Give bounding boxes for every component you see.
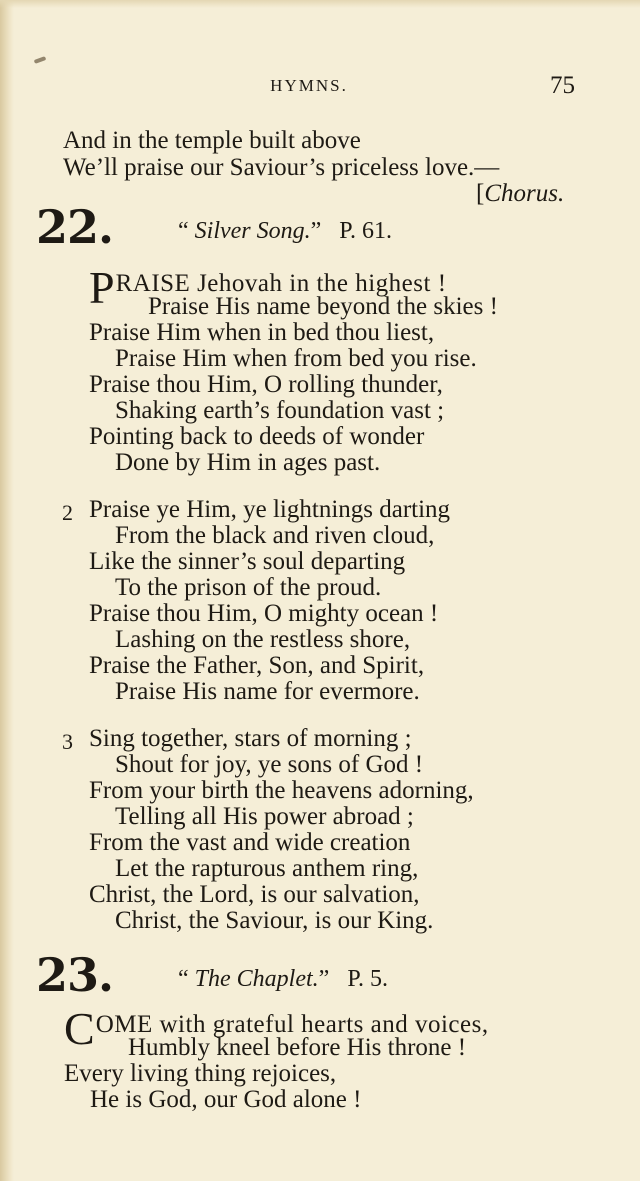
- h23-s1-line-2: Humbly kneel before His throne !: [128, 1034, 467, 1061]
- tune-open-quote: “: [178, 218, 189, 244]
- h22-s3-line-3: From your birth the heavens adorning,: [89, 777, 474, 804]
- hymn-23-number: 23.: [36, 948, 114, 1002]
- h22-s1-line-3: Praise Him when in bed thou liest,: [89, 319, 435, 346]
- h22-s1-line-5: Praise thou Him, O rolling thunder,: [89, 371, 443, 398]
- tune-name: The Chaplet.: [194, 966, 319, 992]
- page-edge-shadow: [0, 0, 14, 1181]
- hymn-22-number: 22.: [36, 200, 114, 254]
- h22-s3-line-4: Telling all His power abroad ;: [115, 803, 414, 830]
- tune-close-quote: ”: [318, 966, 330, 992]
- chorus-bracket: [: [476, 180, 485, 207]
- h22-s3-line-5: From the vast and wide creation: [89, 829, 411, 856]
- h23-s1-line-1-text: OME with grateful hearts and voices,: [95, 1011, 489, 1038]
- h22-stanza-3-number: 3: [62, 729, 73, 754]
- h23-s1-line-4: He is God, our God alone !: [90, 1086, 362, 1113]
- chorus-label: Chorus.: [484, 180, 565, 207]
- h22-s2-line-8: Praise His name for evermore.: [115, 678, 420, 705]
- chorus-cue: [476, 181, 564, 207]
- h23-s1-line-3: Every living thing rejoices,: [64, 1060, 337, 1087]
- hymn-22-tune: [178, 218, 392, 245]
- h22-s3-line-2: Shout for joy, ye sons of God !: [115, 751, 424, 778]
- tune-open-quote: “: [178, 966, 189, 992]
- h22-s3-line-8: Christ, the Saviour, is our King.: [115, 907, 434, 934]
- h22-s1-line-4: Praise Him when from bed you rise.: [115, 345, 477, 372]
- h22-s2-line-2: From the black and riven cloud,: [115, 522, 435, 549]
- carryover-line-1: And in the temple built above: [63, 127, 361, 154]
- page-number: 75: [550, 72, 575, 99]
- running-title: HYMNS.: [270, 76, 348, 95]
- h22-s2-line-7: Praise the Father, Son, and Spirit,: [89, 652, 425, 679]
- tune-page: P. 61.: [339, 218, 392, 244]
- hymn-23-tune: [178, 966, 388, 993]
- h22-stanza-2-number: 2: [62, 500, 73, 525]
- h22-s1-line-2: Praise His name beyond the skies !: [148, 293, 498, 320]
- h22-s3-line-6: Let the rapturous anthem ring,: [115, 855, 419, 882]
- h22-s1-line-6: Shaking earth’s foundation vast ;: [115, 397, 445, 424]
- h22-s2-line-6: Lashing on the restless shore,: [115, 626, 411, 653]
- h22-s2-line-5: Praise thou Him, O mighty ocean !: [89, 600, 439, 627]
- tune-name: Silver Song.: [194, 218, 311, 244]
- h22-s2-line-1: Praise ye Him, ye lightnings darting: [89, 496, 451, 523]
- h22-s3-line-1: Sing together, stars of morning ;: [89, 725, 412, 752]
- h22-s2-line-3: Like the sinner’s soul departing: [89, 548, 406, 575]
- dropcap-c: C: [64, 1003, 95, 1054]
- tune-close-quote: ”: [310, 218, 322, 244]
- h22-s1-line-7: Pointing back to deeds of wonder: [89, 423, 425, 450]
- carryover-line-2: We’ll praise our Saviour’s priceless love.—: [63, 154, 500, 181]
- h22-s1-line-8: Done by Him in ages past.: [115, 449, 381, 476]
- ink-speck: [34, 56, 47, 64]
- page-top-shadow: [0, 0, 640, 8]
- dropcap-p: P: [89, 262, 115, 313]
- h22-s1-line-1-text: RAISE Jehovah in the highest !: [115, 270, 447, 297]
- tune-page: P. 5.: [347, 966, 388, 992]
- h22-s3-line-7: Christ, the Lord, is our salvation,: [89, 881, 420, 908]
- h22-s2-line-4: To the prison of the proud.: [115, 574, 382, 601]
